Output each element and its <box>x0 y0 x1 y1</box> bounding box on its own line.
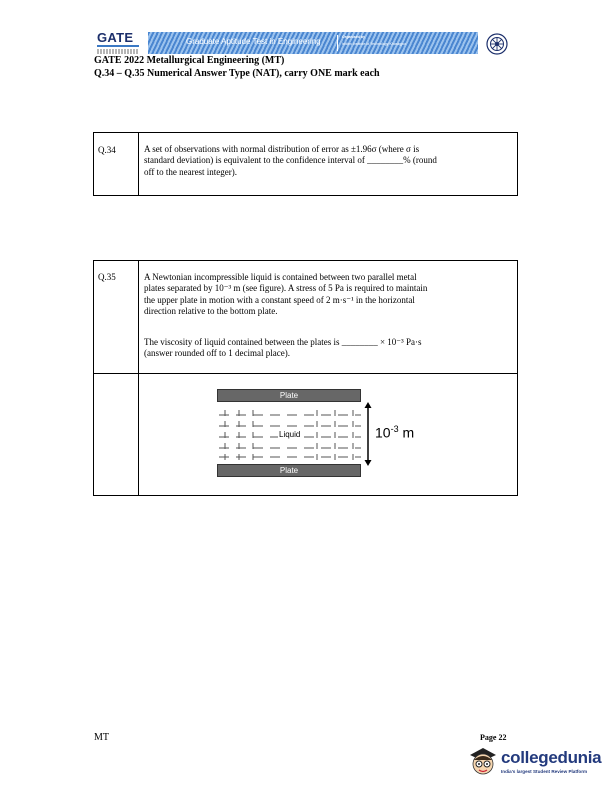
q35-paragraph-1 <box>144 272 514 318</box>
gap-base: 10 <box>375 424 391 441</box>
banner-text: Graduate Aptitude Test in Engineering <box>186 37 321 46</box>
q35-row-divider <box>93 373 518 374</box>
q35-line: The viscosity of liquid contained between the plates is ________ × 10⁻³ Pa·s <box>144 337 422 347</box>
page-number: Page 22 <box>480 733 507 742</box>
gap-unit: m <box>398 424 415 441</box>
q34-number: Q.34 <box>98 145 116 155</box>
q34-text <box>144 144 514 178</box>
organized-by-label: Organised by <box>342 35 365 39</box>
logo-underline <box>97 45 139 47</box>
iit-emblem-icon <box>486 33 508 55</box>
collegedunia-brand: collegedunia <box>501 748 602 767</box>
gap-dimension-label <box>375 424 414 441</box>
q35-number: Q.35 <box>98 272 116 282</box>
collegedunia-mascot-icon <box>466 742 500 776</box>
organizer-name: Indian Institute of Technology Kharagpur <box>342 42 407 46</box>
page-title: GATE 2022 Metallurgical Engineering (MT) <box>94 55 285 66</box>
q35-line: the upper plate in motion with a constant speed of 2 m·s⁻¹ in the horizontal <box>144 294 415 305</box>
gate-logo <box>97 32 143 56</box>
top-plate: Plate <box>217 389 361 402</box>
q34-divider <box>138 132 139 196</box>
bottom-plate: Plate <box>217 464 361 477</box>
liquid-label: Liquid <box>279 430 301 439</box>
banner-divider <box>337 35 338 51</box>
q35-paragraph-2 <box>144 337 514 360</box>
q35-divider <box>138 260 139 496</box>
gap-exponent: -3 <box>390 424 399 434</box>
q35-line: plates separated by 10⁻³ m (see figure). A stress of 5 Pa is required to maintain <box>144 283 428 294</box>
q35-line: direction relative to the bottom plate. <box>144 306 278 317</box>
q34-line: A set of observations with normal distribution of error as ±1.96σ (where σ is <box>144 144 420 154</box>
section-subtitle: Q.34 – Q.35 Numerical Answer Type (NAT), carry ONE mark each <box>94 68 380 79</box>
q34-line: off to the nearest integer). <box>144 166 238 177</box>
q35-line: (answer rounded off to 1 decimal place). <box>144 348 291 359</box>
logo-fineprint <box>97 49 139 54</box>
q35-line: A Newtonian incompressible liquid is contained between two parallel metal <box>144 272 417 282</box>
gate-logo-text: GATE <box>97 30 134 45</box>
collegedunia-tagline: India's largest Student Review Platform <box>501 769 588 774</box>
header-banner <box>148 32 478 54</box>
footer-subject-code: MT <box>94 732 109 743</box>
q34-line: standard deviation) is equivalent to the confidence interval of ________% (round <box>144 155 437 166</box>
gap-arrow-icon <box>362 402 374 466</box>
